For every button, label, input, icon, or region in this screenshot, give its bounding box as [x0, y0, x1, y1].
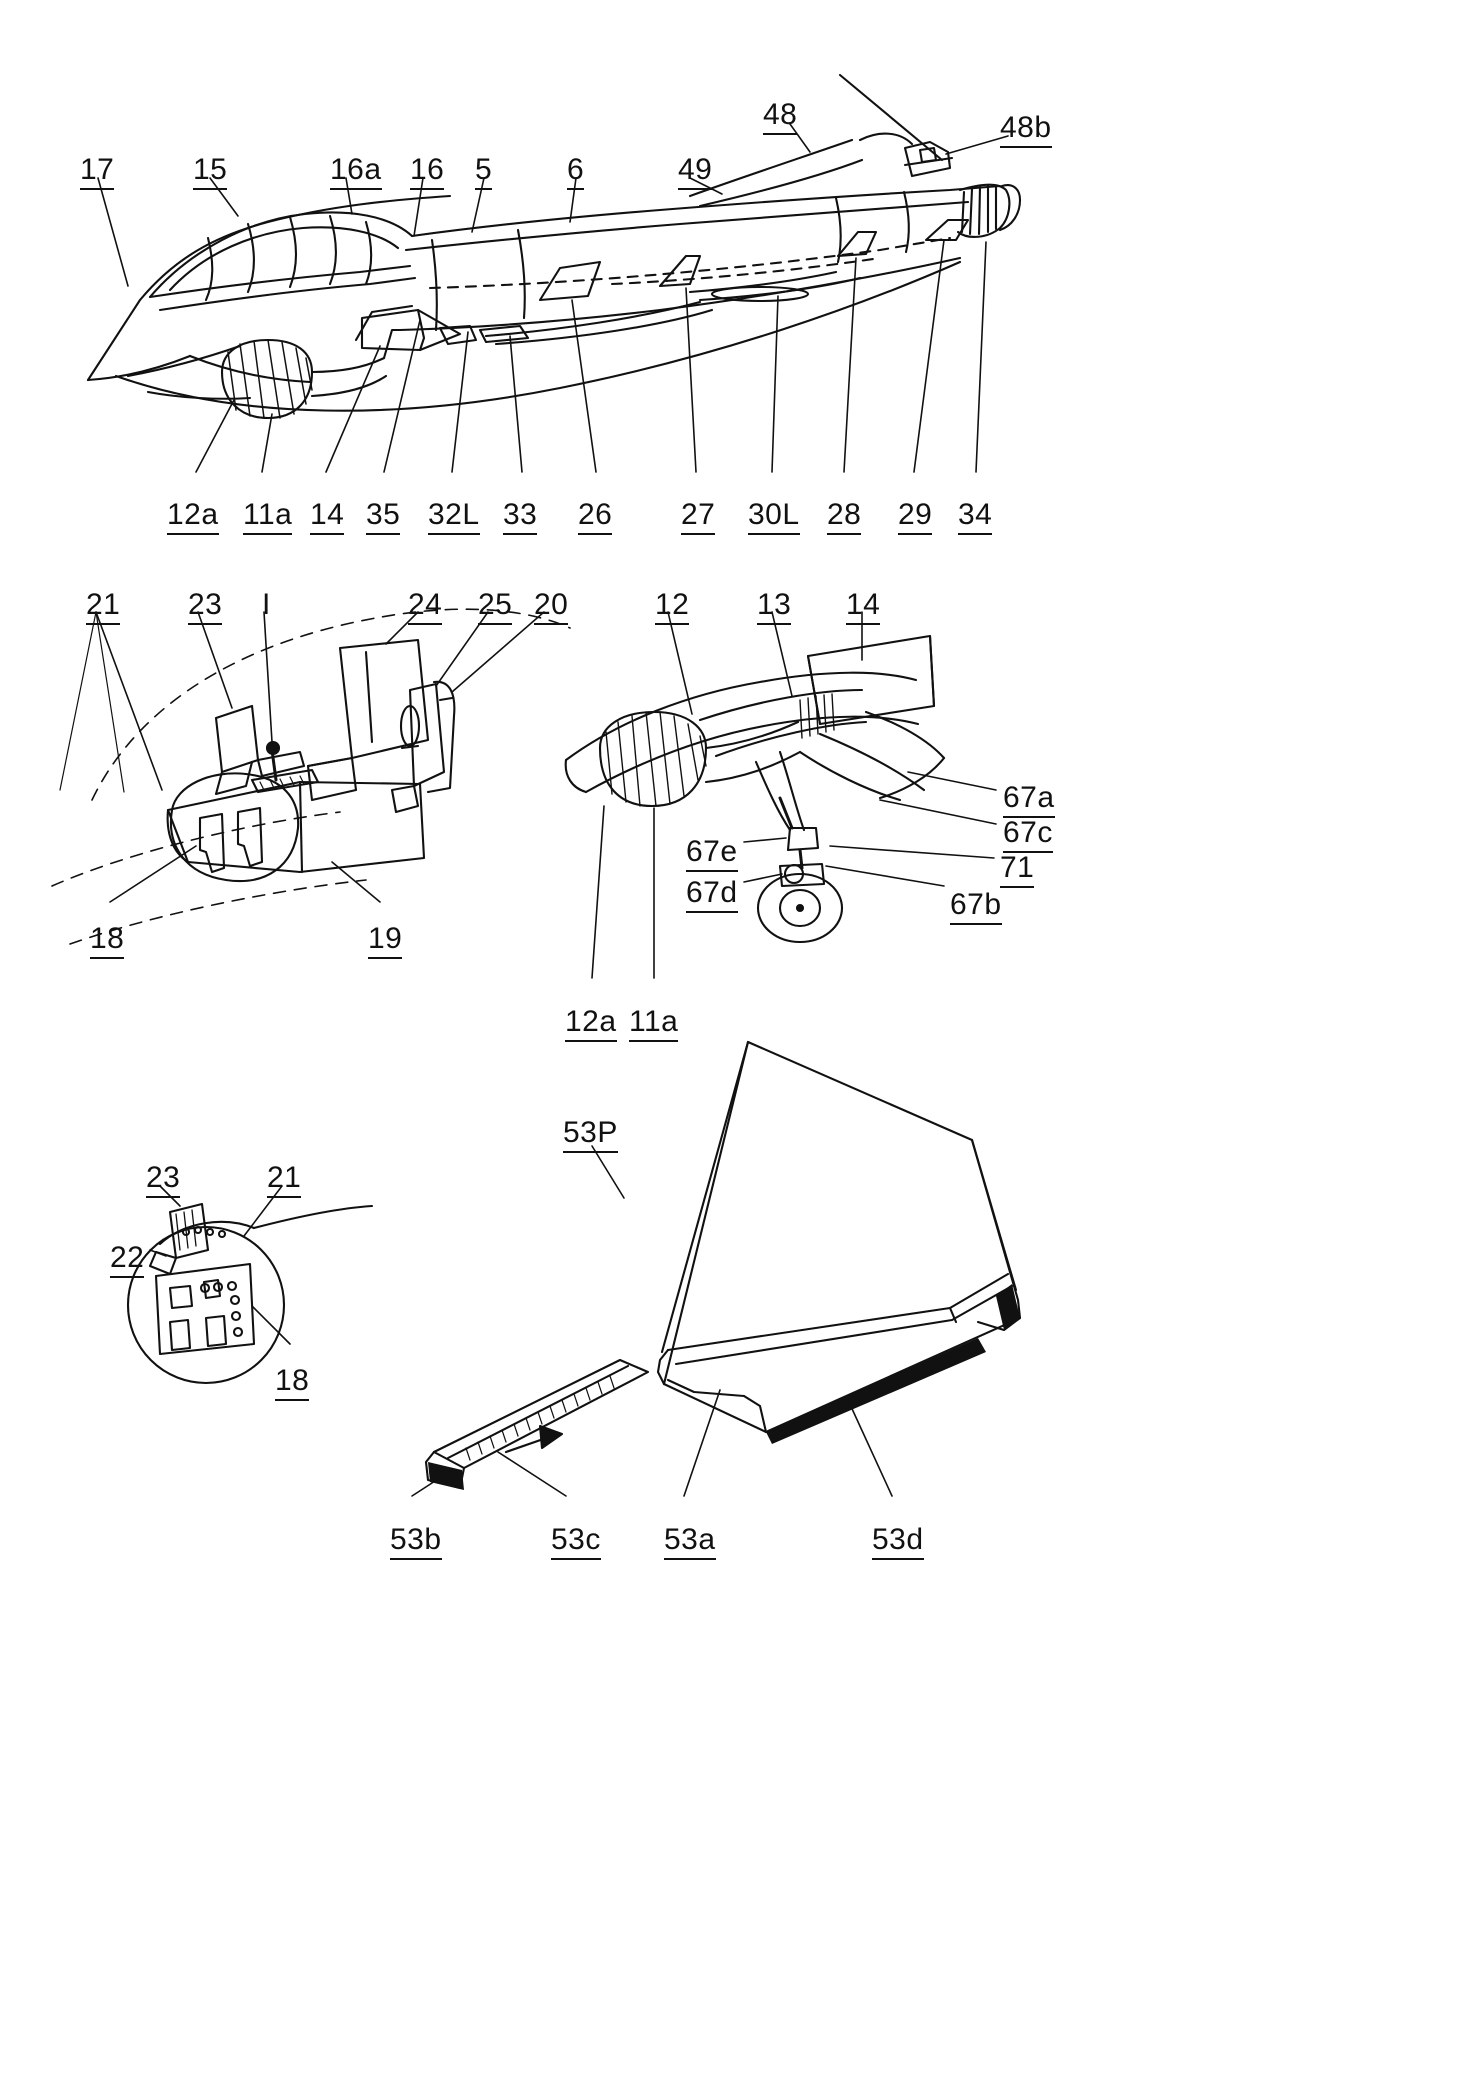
label-35: 35 [366, 500, 400, 535]
label-28: 28 [827, 500, 861, 535]
label-12-gear: 12 [655, 590, 689, 625]
label-53b: 53b [390, 1525, 442, 1560]
label-16: 16 [410, 155, 444, 190]
figure-avionics-detail [128, 1186, 372, 1383]
label-32L: 32L [428, 500, 480, 535]
label-29: 29 [898, 500, 932, 535]
figure-fuselage-cutaway [88, 75, 1020, 472]
label-11a-fuselage: 11a [243, 500, 292, 535]
label-26: 26 [578, 500, 612, 535]
label-20: 20 [534, 590, 568, 625]
label-25: 25 [478, 590, 512, 625]
label-30L: 30L [748, 500, 800, 535]
label-17: 17 [80, 155, 114, 190]
label-18-avionics: 18 [275, 1366, 309, 1401]
label-22: 22 [110, 1243, 144, 1278]
label-12a-gear: 12a [565, 1007, 617, 1042]
figure-cockpit-detail [52, 609, 570, 944]
label-67d: 67d [686, 878, 738, 913]
figure-wing-panel-detail [412, 1042, 1020, 1496]
label-53d: 53d [872, 1525, 924, 1560]
label-21-cockpit: 21 [86, 590, 120, 625]
label-34: 34 [958, 500, 992, 535]
label-71: 71 [1000, 853, 1034, 888]
label-33: 33 [503, 500, 537, 535]
label-67c: 67c [1003, 818, 1053, 853]
label-13: 13 [757, 590, 791, 625]
label-67e: 67e [686, 837, 738, 872]
label-48b: 48b [1000, 113, 1052, 148]
label-48: 48 [763, 100, 797, 135]
label-19: 19 [368, 924, 402, 959]
label-6: 6 [567, 155, 584, 190]
label-15: 15 [193, 155, 227, 190]
label-53c: 53c [551, 1525, 601, 1560]
label-21-avionics: 21 [267, 1163, 301, 1198]
label-27: 27 [681, 500, 715, 535]
label-18-cockpit: 18 [90, 924, 124, 959]
label-24: 24 [408, 590, 442, 625]
label-67a: 67a [1003, 783, 1055, 818]
label-14-gear: 14 [846, 590, 880, 625]
label-23-avionics: 23 [146, 1163, 180, 1198]
label-67b: 67b [950, 890, 1002, 925]
label-14-fuselage: 14 [310, 500, 344, 535]
label-5: 5 [475, 155, 492, 190]
figure-landing-gear-detail [566, 612, 996, 978]
label-23-cockpit: 23 [188, 590, 222, 625]
label-53P: 53P [563, 1118, 618, 1153]
label-11a-gear: 11a [629, 1007, 678, 1042]
label-16a: 16a [330, 155, 382, 190]
label-53a: 53a [664, 1525, 716, 1560]
label-12a-fuselage: 12a [167, 500, 219, 535]
label-I: I [262, 588, 271, 621]
label-49: 49 [678, 155, 712, 190]
